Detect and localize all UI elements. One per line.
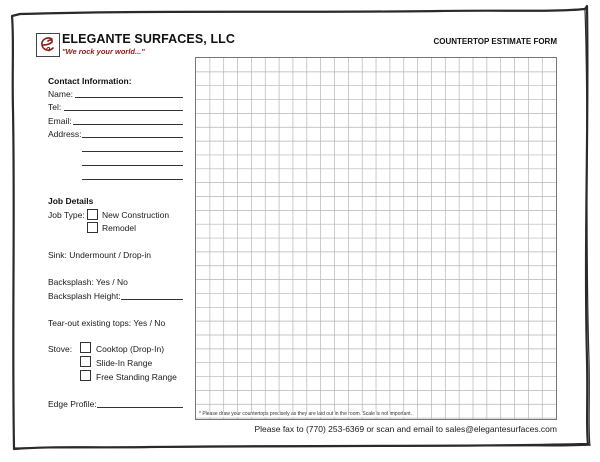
tel-label: Tel: (48, 102, 62, 112)
cooktop-label: Cooktop (Drop-In) (96, 344, 165, 354)
company-tagline: "We rock your world..." (62, 47, 145, 56)
backsplash-options[interactable]: Backsplash: Yes / No (48, 277, 128, 287)
sink-options[interactable]: Sink: Undermount / Drop-in (48, 250, 151, 260)
script-e-logo-icon (36, 33, 60, 57)
address-field-line-3[interactable] (82, 165, 183, 166)
tel-field[interactable] (64, 110, 183, 111)
slide-in-range-label: Slide-In Range (96, 358, 153, 368)
backsplash-height-field[interactable] (121, 299, 183, 300)
free-standing-range-checkbox[interactable] (80, 370, 91, 381)
name-field[interactable] (75, 97, 183, 98)
cooktop-checkbox[interactable] (80, 342, 91, 353)
grid-instruction-note: * Please draw your countertops precisely as they are laid out in the room. Scale is not important. (199, 411, 412, 417)
new-construction-label: New Construction (102, 210, 170, 220)
free-standing-range-label: Free Standing Range (96, 372, 177, 382)
edge-profile-field[interactable] (97, 407, 183, 408)
remodel-label: Remodel (102, 223, 137, 233)
tearout-options[interactable]: Tear-out existing tops: Yes / No (48, 318, 166, 328)
stove-label: Stove: (48, 344, 73, 354)
address-field-line-1[interactable] (82, 137, 183, 138)
backsplash-height-label: Backsplash Height: (48, 291, 121, 301)
name-label: Name: (48, 89, 74, 99)
address-field-line-4[interactable] (82, 179, 183, 180)
drawing-grid[interactable] (195, 57, 557, 420)
company-name: ELEGANTE SURFACES, LLC (62, 32, 236, 46)
job-type-label: Job Type: (48, 210, 85, 220)
email-label: Email: (48, 116, 72, 126)
remodel-checkbox[interactable] (87, 222, 98, 233)
job-details-heading: Job Details (48, 196, 94, 206)
submission-instructions: Please fax to (770) 253-6369 or scan and email to sales@elegantesurfaces.com (254, 424, 557, 434)
slide-in-range-checkbox[interactable] (80, 356, 91, 367)
form-title: COUNTERTOP ESTIMATE FORM (433, 37, 557, 46)
edge-profile-label: Edge Profile: (48, 399, 97, 409)
contact-heading: Contact Information: (48, 76, 132, 86)
grid-lines (196, 58, 556, 419)
address-field-line-2[interactable] (82, 151, 183, 152)
new-construction-checkbox[interactable] (87, 209, 98, 220)
email-field[interactable] (73, 124, 183, 125)
address-label: Address: (48, 129, 82, 139)
